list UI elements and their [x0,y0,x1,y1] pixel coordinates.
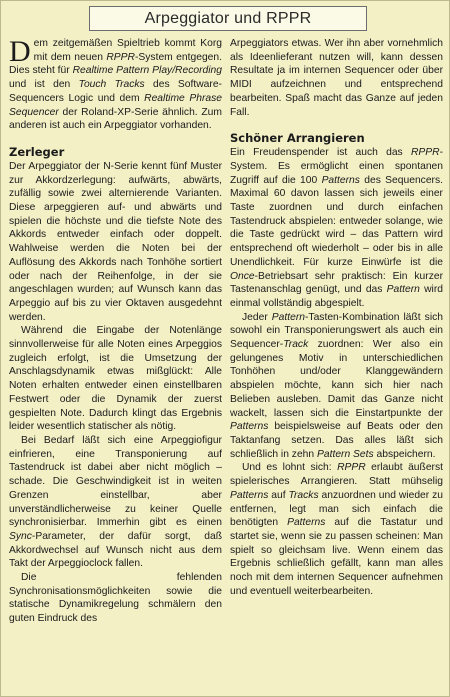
section-heading-zerleger: Zerleger [9,144,65,159]
page-title [89,6,367,31]
paragraph: Der Arpeggiator der N-Serie kennt fünf Muster zur Akkordzerlegung: aufwärts, abwärts, zufällig sowie zwei alternierende Varianten. Diese arpeggieren auf- und abwärts und spielen die höchste und die tiefste Note des Akkords entweder einfach oder doppelt. Wahlweise werden die Noten bei der Auflösung des Akkords nach Tonhöhe sortiert oder nach der Reihenfolge, in der sie angeschlagen wurden; auf Wunsch kann das Arpeggio auf bis zu vier Oktaven ausgedehnt werden. [9,160,222,323]
paragraph: Ein Freudenspender ist auch das RPPR-System. Es ermöglicht einen spontanen Zugriff auf die 100 Patterns des Sequencers. Maximal 60 davon lassen sich jeweils einer Taste zuordnen und durch einfachen Tastendruck abspielen: entweder solange, wie die Taste gedrückt wird – das Pattern wird entsprechend oft wiederholt – oder bis in alle Unendlichkeit. Für kurze Einwürfe ist die Once-Betriebsart sehr praktisch: Ein kurzer Tastenanschlag genügt, und das Pattern wird einmal vollständig abgespielt. [230,147,443,309]
paragraph: Die fehlenden Synchronisationsmöglichkeiten sowie die statische Dynamikregelung schmälern den guten Eindruck des [9,572,222,625]
article-columns [9,37,443,689]
paragraph: Während die Eingabe der Notenlänge sinnvollerweise für alle Noten eines Arpeggios zugleich erfolgt, ist die Umsetzung der Anschlagsdynamik etwas mißglückt: Alle Noten erhalten entweder einen einstellbaren Festwert oder die Dynamik der zuerst gespielten Note. Dadurch klingt das Ergebnis leider wesentlich statischer als nötig. [9,325,222,433]
page-title-text: Arpeggiator und RPPR [144,9,312,27]
right-column [230,37,443,689]
left-column [9,37,222,689]
intro-paragraph: Dem zeitgemäßen Spieltrieb kommt Korg mit dem neuen RPPR-System entgegen. Dies steht für Realtime Pattern Play/Recording und ist den Touch Tracks des Software-Sequencers Logic und dem Realtime Phrase Sequencer der Roland-XP-Serie ähnlich. Zum anderen ist auch ein Arpeggiator vorhanden. [9,35,222,132]
section-heading-schoener-arrangieren: Schöner Arrangieren [230,131,365,146]
drop-cap: D [9,35,31,68]
paragraph: Jeder Pattern-Tasten-Kombination läßt sich sowohl ein Transponierungswert als auch ein Sequencer-Track zuordnen: Wer also ein gelungenes Motiv in unterschiedlichen Tonhöhen und/oder Klanggewändern abspielen möchte, kann sich hier nach Belieben ausleben. Damit das Ganze nicht wackelt, lassen sich die Einstartpunkte der Patterns beispielsweise auf Beats oder den Taktanfang setzen. Das alles läßt sich schließlich in zehn Pattern Sets abspeichern. [230,311,443,460]
paragraph: Arpeggiators etwas. Wer ihn aber vornehmlich als Ideenlieferant nutzen will, kann dessen Resultate ja im internen Sequencer oder über MIDI aufzeichnen und entsprechend bearbeiten. Spaß macht das Ganze auf jeden Fall. [230,38,443,118]
paragraph: Und es lohnt sich: RPPR erlaubt äußerst spielerisches Arrangieren. Statt mühselig Patterns auf Tracks anzuordnen und wieder zu entfernen, legt man sich einfach die benötigten Patterns auf die Tastatur und startet sie, wenn sie zu passen scheinen: Man spielt so gleichsam live. Wenn einem das Ergebnis schließlich gefällt, kann man alles noch mit dem internen Sequencer aufnehmen und eventuell weiterbearbeiten. [230,462,443,597]
paragraph: Bei Bedarf läßt sich eine Arpeggiofigur einfrieren, eine Transponierung auf Tastendruck ist dabei aber nicht möglich – schade. Die Geschwindigkeit ist in weiten Grenzen einstellbar, aber unverständlicherweise zu keiner Quelle synchronisierbar. Immerhin gibt es einen Sync-Parameter, der dafür sorgt, daß Akkordwechsel auf Wunsch nicht aus dem Takt der Arpeggioclock fallen. [9,434,222,570]
